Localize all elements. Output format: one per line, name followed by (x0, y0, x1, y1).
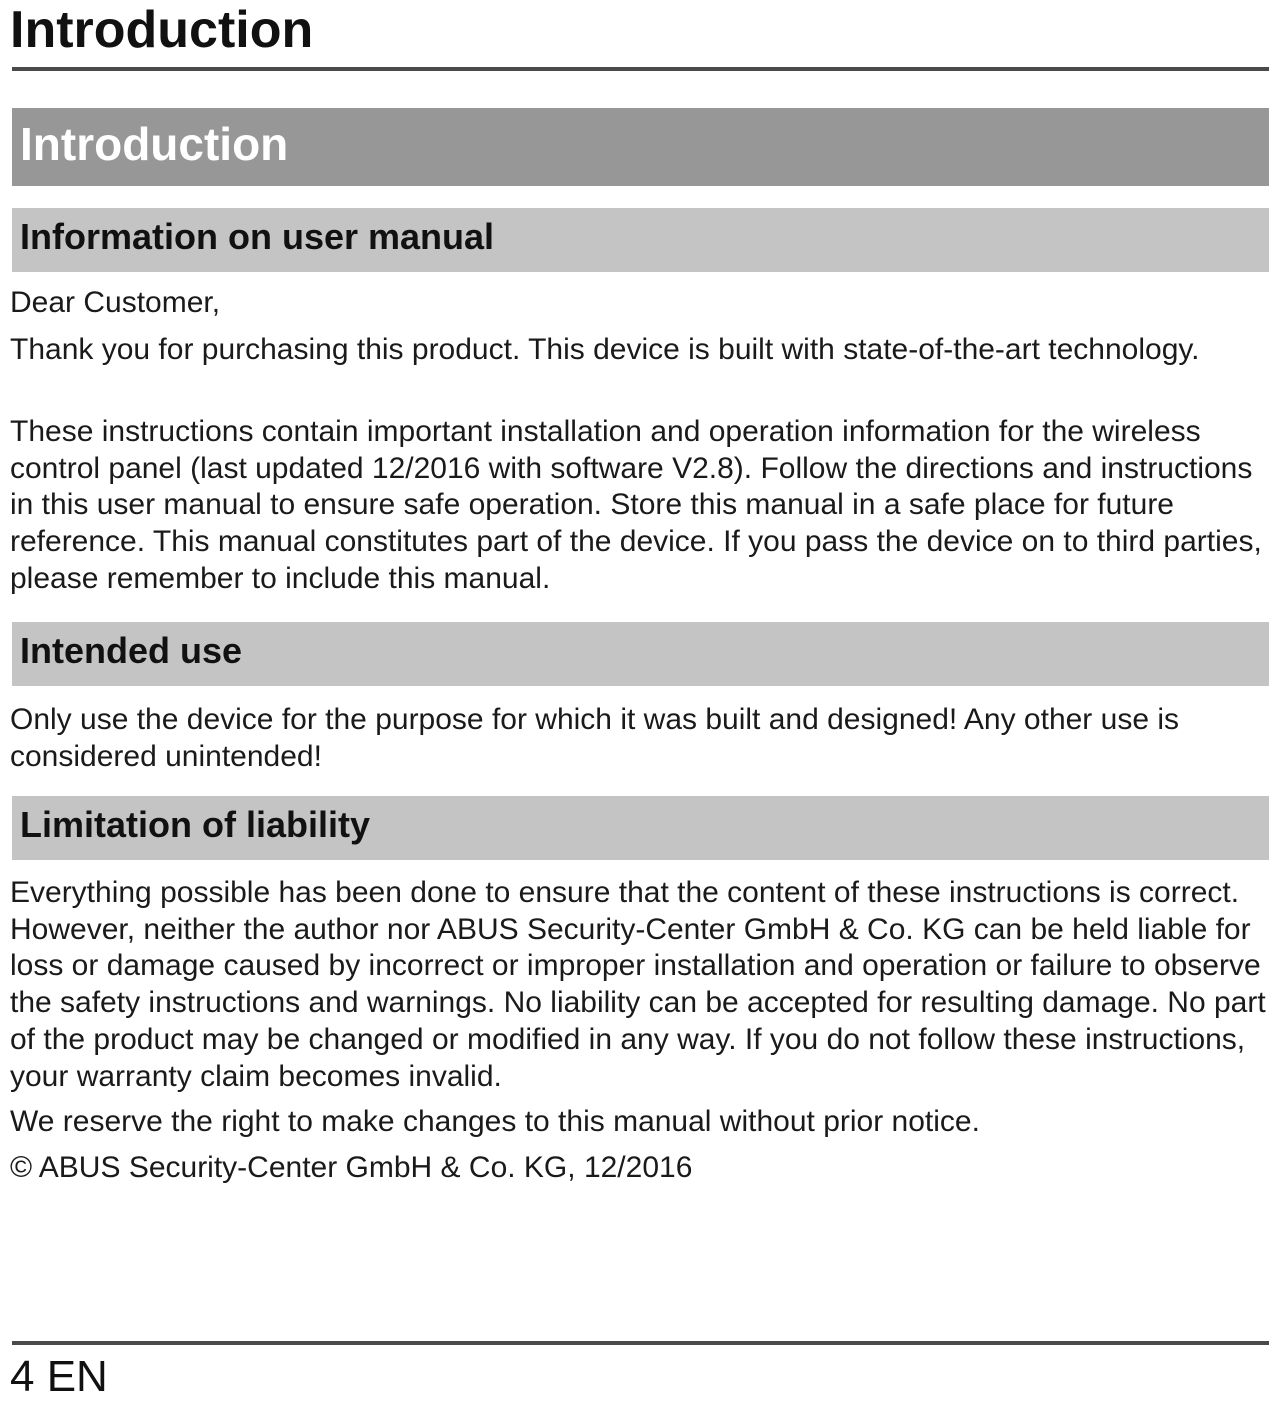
chapter-title: Introduction (20, 118, 289, 170)
intended-use-paragraph: Only use the device for the purpose for which it was built and designed! Any other use is considered unintended! (10, 703, 1180, 773)
instructions-paragraph: These instructions contain important installation and operation information for the wireless control panel (last updated 12/2016 with software V2.8). Follow the directions and instructions in this user manual to ensure safe operation. Store this manual in a safe place for future reference. This manual constitutes part of the device. If you pass the device on to third parties, please remember to include this manual. (10, 415, 1262, 595)
section-heading-user-manual (12, 208, 1269, 272)
section-heading-liability (12, 796, 1269, 860)
footer-divider (12, 1341, 1269, 1345)
header-divider (12, 67, 1269, 71)
copyright-paragraph: © ABUS Security-Center GmbH & Co. KG, 12/2016 (10, 1151, 693, 1184)
section-heading-text: Information on user manual (20, 216, 495, 257)
page-number: 4 EN (10, 1352, 108, 1401)
section-heading-text: Limitation of liability (20, 804, 370, 845)
thank-you-paragraph: Thank you for purchasing this product. This device is built with state-of-the-art technology. (10, 333, 1200, 366)
page-title: Introduction (10, 1, 314, 59)
section-heading-intended-use (12, 622, 1269, 686)
changes-notice-paragraph: We reserve the right to make changes to this manual without prior notice. (10, 1105, 980, 1138)
salutation-paragraph: Dear Customer, (10, 286, 221, 319)
liability-paragraph: Everything possible has been done to ensure that the content of these instructions is correct. However, neither the author nor ABUS Security-Center GmbH & Co. KG can be held liable for loss or damage caused by incorrect or improper installation and operation or failure to observe the safety instructions and warnings. No liability can be accepted for resulting damage. No part of the product may be changed or modified in any way. If you do not follow these instructions, your warranty claim becomes invalid. (10, 876, 1266, 1093)
section-heading-text: Intended use (20, 630, 243, 671)
chapter-banner (12, 108, 1269, 186)
